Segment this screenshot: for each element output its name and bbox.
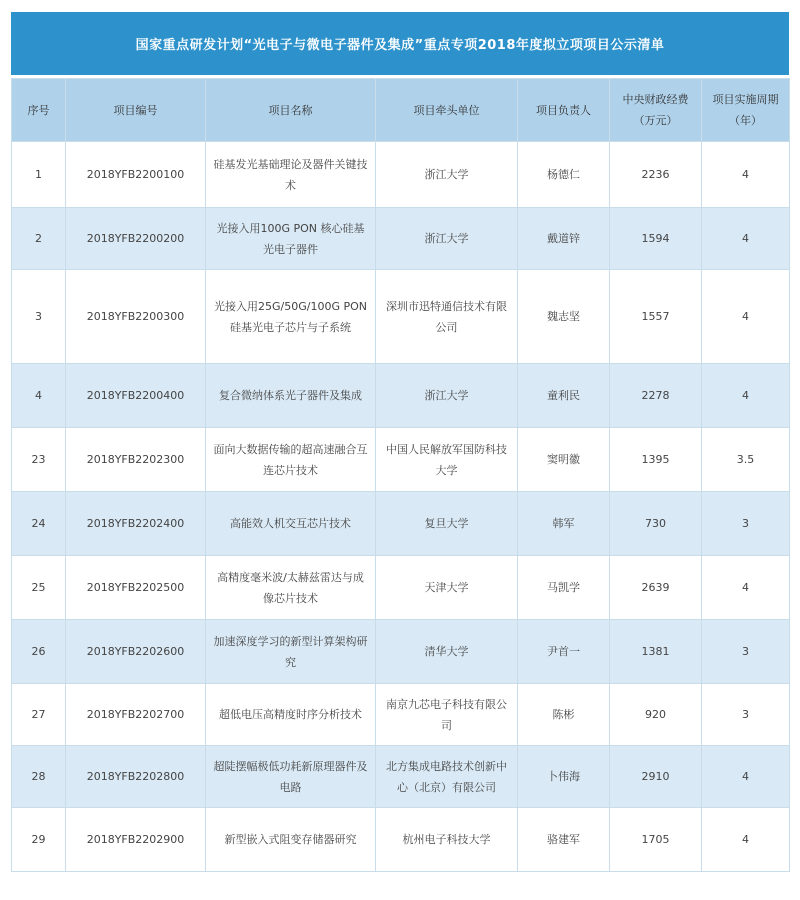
- table-row: [12, 142, 790, 208]
- cell-leader: 杨德仁: [518, 142, 610, 208]
- project-list-sheet: [11, 12, 789, 872]
- cell-years: 4: [702, 556, 790, 620]
- table-row: [12, 428, 790, 492]
- cell-unit: 浙江大学: [376, 142, 518, 208]
- table-row: [12, 556, 790, 620]
- cell-name: 硅基发光基础理论及器件关键技术: [206, 142, 376, 208]
- cell-unit: 天津大学: [376, 556, 518, 620]
- cell-leader: 陈彬: [518, 684, 610, 746]
- cell-no: 29: [12, 808, 66, 872]
- cell-funds: 1705: [610, 808, 702, 872]
- cell-code: 2018YFB2202300: [66, 428, 206, 492]
- cell-years: 3: [702, 684, 790, 746]
- cell-name: 新型嵌入式阻变存储器研究: [206, 808, 376, 872]
- cell-name: 高能效人机交互芯片技术: [206, 492, 376, 556]
- cell-no: 2: [12, 208, 66, 270]
- col-header-code: 项目编号: [66, 79, 206, 142]
- cell-funds: 1557: [610, 270, 702, 364]
- table-title: 国家重点研发计划“光电子与微电子器件及集成”重点专项2018年度拟立项项目公示清单: [11, 12, 789, 75]
- cell-unit: 清华大学: [376, 620, 518, 684]
- cell-unit: 深圳市迅特通信技术有限公司: [376, 270, 518, 364]
- cell-unit: 杭州电子科技大学: [376, 808, 518, 872]
- col-header-unit: 项目牵头单位: [376, 79, 518, 142]
- cell-funds: 2910: [610, 746, 702, 808]
- cell-leader: 戴道锌: [518, 208, 610, 270]
- cell-funds: 730: [610, 492, 702, 556]
- cell-code: 2018YFB2200100: [66, 142, 206, 208]
- table-row: [12, 684, 790, 746]
- cell-unit: 中国人民解放军国防科技大学: [376, 428, 518, 492]
- cell-years: 3: [702, 492, 790, 556]
- cell-funds: 2278: [610, 364, 702, 428]
- cell-code: 2018YFB2202700: [66, 684, 206, 746]
- cell-years: 4: [702, 270, 790, 364]
- cell-code: 2018YFB2202600: [66, 620, 206, 684]
- cell-years: 4: [702, 364, 790, 428]
- cell-leader: 窦明徽: [518, 428, 610, 492]
- col-header-years: 项目实施周期（年）: [702, 79, 790, 142]
- cell-funds: 1594: [610, 208, 702, 270]
- col-header-name: 项目名称: [206, 79, 376, 142]
- cell-years: 4: [702, 208, 790, 270]
- cell-leader: 魏志坚: [518, 270, 610, 364]
- cell-no: 25: [12, 556, 66, 620]
- cell-funds: 2639: [610, 556, 702, 620]
- cell-name: 光接入用25G/50G/100G PON 硅基光电子芯片与子系统: [206, 270, 376, 364]
- cell-name: 面向大数据传输的超高速融合互连芯片技术: [206, 428, 376, 492]
- col-header-funds: 中央财政经费（万元）: [610, 79, 702, 142]
- cell-leader: 卜伟海: [518, 746, 610, 808]
- cell-years: 3.5: [702, 428, 790, 492]
- cell-years: 3: [702, 620, 790, 684]
- cell-unit: 北方集成电路技术创新中心（北京）有限公司: [376, 746, 518, 808]
- cell-leader: 童利民: [518, 364, 610, 428]
- col-header-leader: 项目负责人: [518, 79, 610, 142]
- table-body: [12, 142, 790, 872]
- cell-no: 4: [12, 364, 66, 428]
- cell-no: 3: [12, 270, 66, 364]
- cell-funds: 1381: [610, 620, 702, 684]
- cell-funds: 2236: [610, 142, 702, 208]
- cell-leader: 马凯学: [518, 556, 610, 620]
- cell-code: 2018YFB2202800: [66, 746, 206, 808]
- cell-code: 2018YFB2202400: [66, 492, 206, 556]
- cell-unit: 复旦大学: [376, 492, 518, 556]
- cell-years: 4: [702, 746, 790, 808]
- cell-name: 超低电压高精度时序分析技术: [206, 684, 376, 746]
- cell-name: 加速深度学习的新型计算架构研究: [206, 620, 376, 684]
- cell-no: 28: [12, 746, 66, 808]
- project-table: [11, 78, 790, 872]
- cell-funds: 1395: [610, 428, 702, 492]
- cell-leader: 骆建军: [518, 808, 610, 872]
- cell-funds: 920: [610, 684, 702, 746]
- cell-code: 2018YFB2200200: [66, 208, 206, 270]
- cell-name: 复合微纳体系光子器件及集成: [206, 364, 376, 428]
- table-row: [12, 746, 790, 808]
- header-row: [12, 79, 790, 142]
- table-row: [12, 808, 790, 872]
- cell-no: 1: [12, 142, 66, 208]
- cell-unit: 浙江大学: [376, 364, 518, 428]
- table-row: [12, 270, 790, 364]
- cell-code: 2018YFB2200400: [66, 364, 206, 428]
- cell-code: 2018YFB2202500: [66, 556, 206, 620]
- table-row: [12, 492, 790, 556]
- cell-name: 超陡摆幅极低功耗新原理器件及电路: [206, 746, 376, 808]
- table-row: [12, 364, 790, 428]
- cell-years: 4: [702, 142, 790, 208]
- cell-no: 24: [12, 492, 66, 556]
- cell-code: 2018YFB2202900: [66, 808, 206, 872]
- cell-code: 2018YFB2200300: [66, 270, 206, 364]
- cell-unit: 南京九芯电子科技有限公司: [376, 684, 518, 746]
- cell-no: 26: [12, 620, 66, 684]
- cell-years: 4: [702, 808, 790, 872]
- cell-leader: 尹首一: [518, 620, 610, 684]
- cell-name: 光接入用100G PON 核心硅基光电子器件: [206, 208, 376, 270]
- table-row: [12, 208, 790, 270]
- cell-unit: 浙江大学: [376, 208, 518, 270]
- cell-no: 27: [12, 684, 66, 746]
- cell-name: 高精度毫米波/太赫兹雷达与成像芯片技术: [206, 556, 376, 620]
- cell-leader: 韩军: [518, 492, 610, 556]
- cell-no: 23: [12, 428, 66, 492]
- col-header-no: 序号: [12, 79, 66, 142]
- table-row: [12, 620, 790, 684]
